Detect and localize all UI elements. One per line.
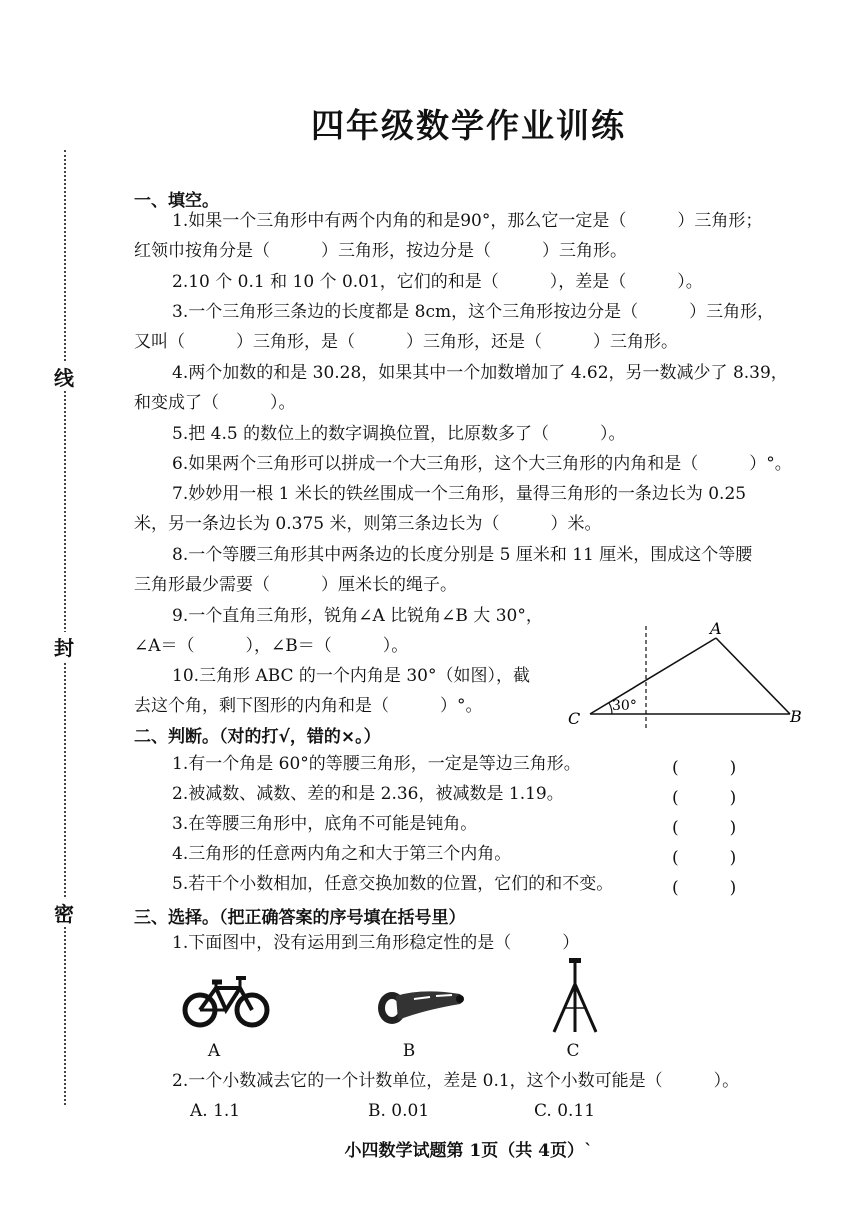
margin-char-mi: 密 [50, 898, 78, 927]
angle-label: 30° [612, 698, 637, 714]
vertex-label-a: A [710, 619, 722, 638]
fill-line-4: 3.一个三角形三条边的长度都是 8cm，这个三角形按边分是（ ）三角形， [172, 302, 775, 322]
page-title: 四年级数学作业训练 [311, 106, 626, 145]
choice-q1-option-c: C [566, 1041, 580, 1061]
fill-line-15: ∠A＝（ ），∠B＝（ ）。 [134, 636, 409, 656]
fill-line-1: 1.如果一个三角形中有两个内角的和是90°，那么它一定是（ ）三角形； [172, 211, 763, 231]
judge-answer-3[interactable]: ( ) [672, 818, 737, 838]
fill-line-11: 米，另一条边长为 0.375 米，则第三条边长为（ ）米。 [134, 514, 602, 534]
choice-q2-option-a: A. 1.1 [190, 1101, 241, 1121]
choice-question-1: 1.下面图中，没有运用到三角形稳定性的是（ ） [172, 933, 580, 953]
fill-line-17: 去这个角，剩下图形的内角和是（ ）°。 [134, 696, 483, 716]
vertex-label-b: B [790, 707, 802, 726]
fill-line-10: 7.妙妙用一根 1 米长的铁丝围成一个三角形，量得三角形的一条边长为 0.25 [172, 484, 747, 504]
side-ab [716, 638, 790, 714]
judge-item-4: 4.三角形的任意两内角之和大于第三个内角。 [172, 844, 512, 864]
vertex-label-c: C [568, 709, 581, 728]
section-fill-heading: 一、填空。 [134, 191, 219, 211]
choice-q1-option-a: A [207, 1041, 221, 1061]
fill-line-2: 红领巾按角分是（ ）三角形，按边分是（ ）三角形。 [134, 241, 627, 261]
tripod-icon [550, 956, 600, 1036]
fill-line-7: 和变成了（ ）。 [134, 393, 296, 413]
triangle-abc-figure [560, 618, 820, 733]
judge-item-5: 5.若干个小数相加，任意交换加数的位置，它们的和不变。 [172, 874, 614, 894]
judge-answer-4[interactable]: ( ) [672, 848, 737, 868]
judge-item-3: 3.在等腰三角形中，底角不可能是钝角。 [172, 814, 478, 834]
fill-line-16: 10.三角形 ABC 的一个内角是 30°（如图），截 [172, 666, 530, 686]
binding-dotted-line [64, 150, 66, 1105]
choice-q2-option-b: B. 0.01 [368, 1101, 430, 1121]
choice-question-2: 2.一个小数减去它的一个计数单位，差是 0.1，这个小数可能是（ ）。 [172, 1071, 740, 1091]
fill-line-13: 三角形最少需要（ ）厘米长的绳子。 [134, 575, 457, 595]
section-judge-heading: 二、判断。（对的打√，错的×。） [134, 727, 381, 747]
judge-answer-2[interactable]: ( ) [672, 788, 737, 808]
fill-line-9: 6.如果两个三角形可以拼成一个大三角形，这个大三角形的内角和是（ ）°。 [172, 454, 792, 474]
fill-line-14: 9.一个直角三角形，锐角∠A 比锐角∠B 大 30°， [172, 606, 543, 626]
fill-line-8: 5.把 4.5 的数位上的数字调换位置，比原数多了（ ）。 [172, 424, 626, 444]
side-ca [590, 638, 716, 714]
judge-item-1: 1.有一个角是 60°的等腰三角形，一定是等边三角形。 [172, 754, 581, 774]
margin-char-feng: 封 [50, 632, 78, 661]
judge-answer-1[interactable]: ( ) [672, 758, 737, 778]
hoverboard-icon [374, 980, 470, 1030]
choice-q2-option-c: C. 0.11 [534, 1101, 596, 1121]
fill-line-3: 2.10 个 0.1 和 10 个 0.01，它们的和是（ ），差是（ ）。 [172, 272, 703, 292]
judge-item-2: 2.被减数、减数、差的和是 2.36，被减数是 1.19。 [172, 784, 564, 804]
fill-line-5: 又叫（ ）三角形，是（ ）三角形，还是（ ）三角形。 [134, 332, 678, 352]
fill-line-12: 8.一个等腰三角形其中两条边的长度分别是 5 厘米和 11 厘米，围成这个等腰 [172, 545, 753, 565]
choice-q1-option-b: B [402, 1041, 416, 1061]
judge-answer-5[interactable]: ( ) [672, 878, 737, 898]
fill-line-6: 4.两个加数的和是 30.28，如果其中一个加数增加了 4.62，另一数减少了 8.39， [172, 363, 788, 383]
section-choice-heading: 三、选择。（把正确答案的序号填在括号里） [134, 908, 466, 928]
bicycle-icon [182, 972, 272, 1032]
page-footer: 小四数学试题第 1页（共 4页）` [344, 1141, 593, 1161]
margin-char-xian: 线 [50, 362, 78, 391]
